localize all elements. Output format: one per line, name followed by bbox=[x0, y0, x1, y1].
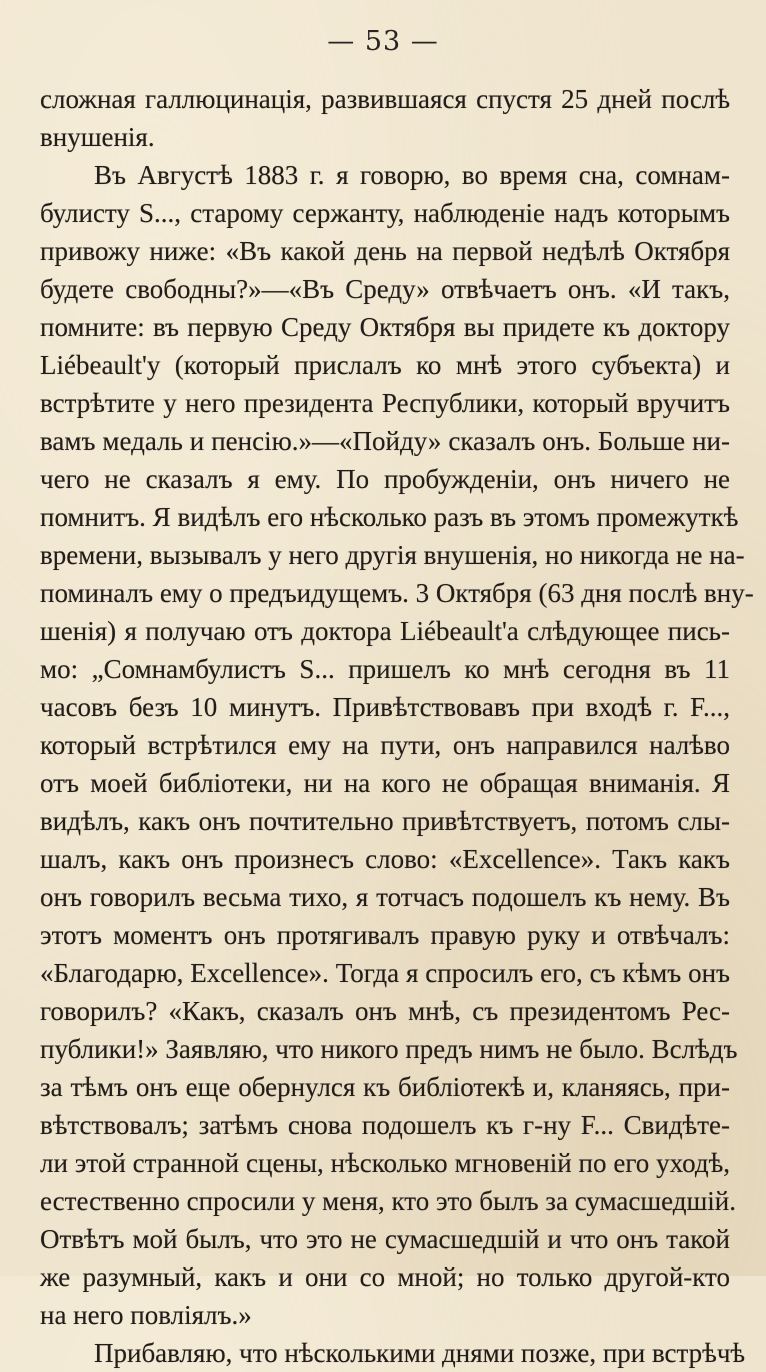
text-line: помнитъ. Я видѣлъ его нѣсколько разъ въ этомъ промежуткѣ bbox=[40, 502, 739, 532]
text-line: видѣлъ, какъ онъ почтительно привѣтствуетъ, потомъ слы- bbox=[40, 806, 730, 836]
text-line: встрѣтите у него президента Республики, который вручитъ bbox=[40, 388, 730, 418]
text-line: этотъ моментъ онъ протягивалъ правую руку и отвѣчалъ: bbox=[40, 920, 730, 950]
text-line: естественно спросили у меня, кто это былъ за сумасшедшій. bbox=[40, 1186, 736, 1216]
text-line: на него повліялъ.» bbox=[40, 1300, 252, 1330]
text-line: вѣтствовалъ; затѣмъ снова подошелъ къ г-ну F... Свидѣте- bbox=[40, 1110, 730, 1140]
text-line: поминалъ ему о предъидущемъ. 3 Октября (63 дня послѣ вну- bbox=[40, 578, 754, 608]
text-line: за тѣмъ онъ еще обернулся къ библіотекѣ и, кланяясь, при- bbox=[40, 1072, 730, 1102]
text-line: шенія) я получаю отъ доктора Liébeault'а слѣдующее пись- bbox=[40, 616, 730, 646]
text-line: Отвѣтъ мой былъ, что это не сумасшедшій и что онъ такой bbox=[40, 1224, 730, 1254]
text-line: времени, вызывалъ у него другія внушенія, но никогда не на- bbox=[40, 540, 745, 570]
text-line: будете свободны?»—«Въ Среду» отвѣчаетъ онъ. «И такъ, bbox=[40, 274, 730, 304]
text-line: привожу ниже: «Въ какой день на первой недѣлѣ Октября bbox=[40, 236, 730, 266]
text-line: отъ моей библіотеки, ни на кого не обращая вниманія. Я bbox=[40, 768, 730, 798]
page-number: — 53 — bbox=[327, 26, 439, 57]
text-line: часовъ безъ 10 минутъ. Привѣтствовавъ при входѣ г. F..., bbox=[40, 692, 730, 722]
text-line: говорилъ? «Какъ, сказалъ онъ мнѣ, съ президентомъ Рес- bbox=[40, 996, 730, 1026]
text-line: чего не сказалъ я ему. По пробужденіи, онъ ничего не bbox=[40, 464, 730, 494]
text-line: помните: въ первую Среду Октября вы придете къ доктору bbox=[40, 312, 730, 342]
text-line: публики!» Заявляю, что никого предъ нимъ не было. Вслѣдъ bbox=[40, 1034, 738, 1064]
text-line: мо: „Сомнамбулистъ S... пришелъ ко мнѣ сегодня въ 11 bbox=[40, 654, 730, 684]
text-line: шалъ, какъ онъ произнесъ слово: «Excellence». Такъ какъ bbox=[40, 844, 730, 874]
text-line: булисту S..., старому сержанту, наблюденіе надъ которымъ bbox=[40, 198, 730, 228]
text-line: «Благодарю, Excellence». Тогда я спросилъ его, съ кѣмъ онъ bbox=[40, 958, 730, 988]
text-line: который встрѣтился ему на пути, онъ направился налѣво bbox=[40, 730, 730, 760]
text-line: вамъ медаль и пенсію.»—«Пойду» сказалъ онъ. Больше ни- bbox=[40, 426, 730, 456]
text-line: Въ Августѣ 1883 г. я говорю, во время сна, сомнам- bbox=[94, 160, 730, 190]
text-line: же разумный, какъ и они со мной; но только другой-кто bbox=[40, 1262, 730, 1292]
text-line: Liébeault'у (который прислалъ ко мнѣ этого субъекта) и bbox=[40, 350, 730, 380]
text-line: Прибавляю, что нѣсколькими днями позже, при встрѣчѣ bbox=[94, 1338, 746, 1368]
text-line: внушенія. bbox=[40, 122, 155, 152]
text-line: онъ говорилъ весьма тихо, я тотчасъ подошелъ къ нему. Въ bbox=[40, 882, 730, 912]
text-line: ли этой странной сцены, нѣсколько мгновеній по его уходѣ, bbox=[40, 1148, 730, 1178]
text-line: сложная галлюцинація, развившаяся спустя 25 дней послѣ bbox=[40, 84, 730, 114]
